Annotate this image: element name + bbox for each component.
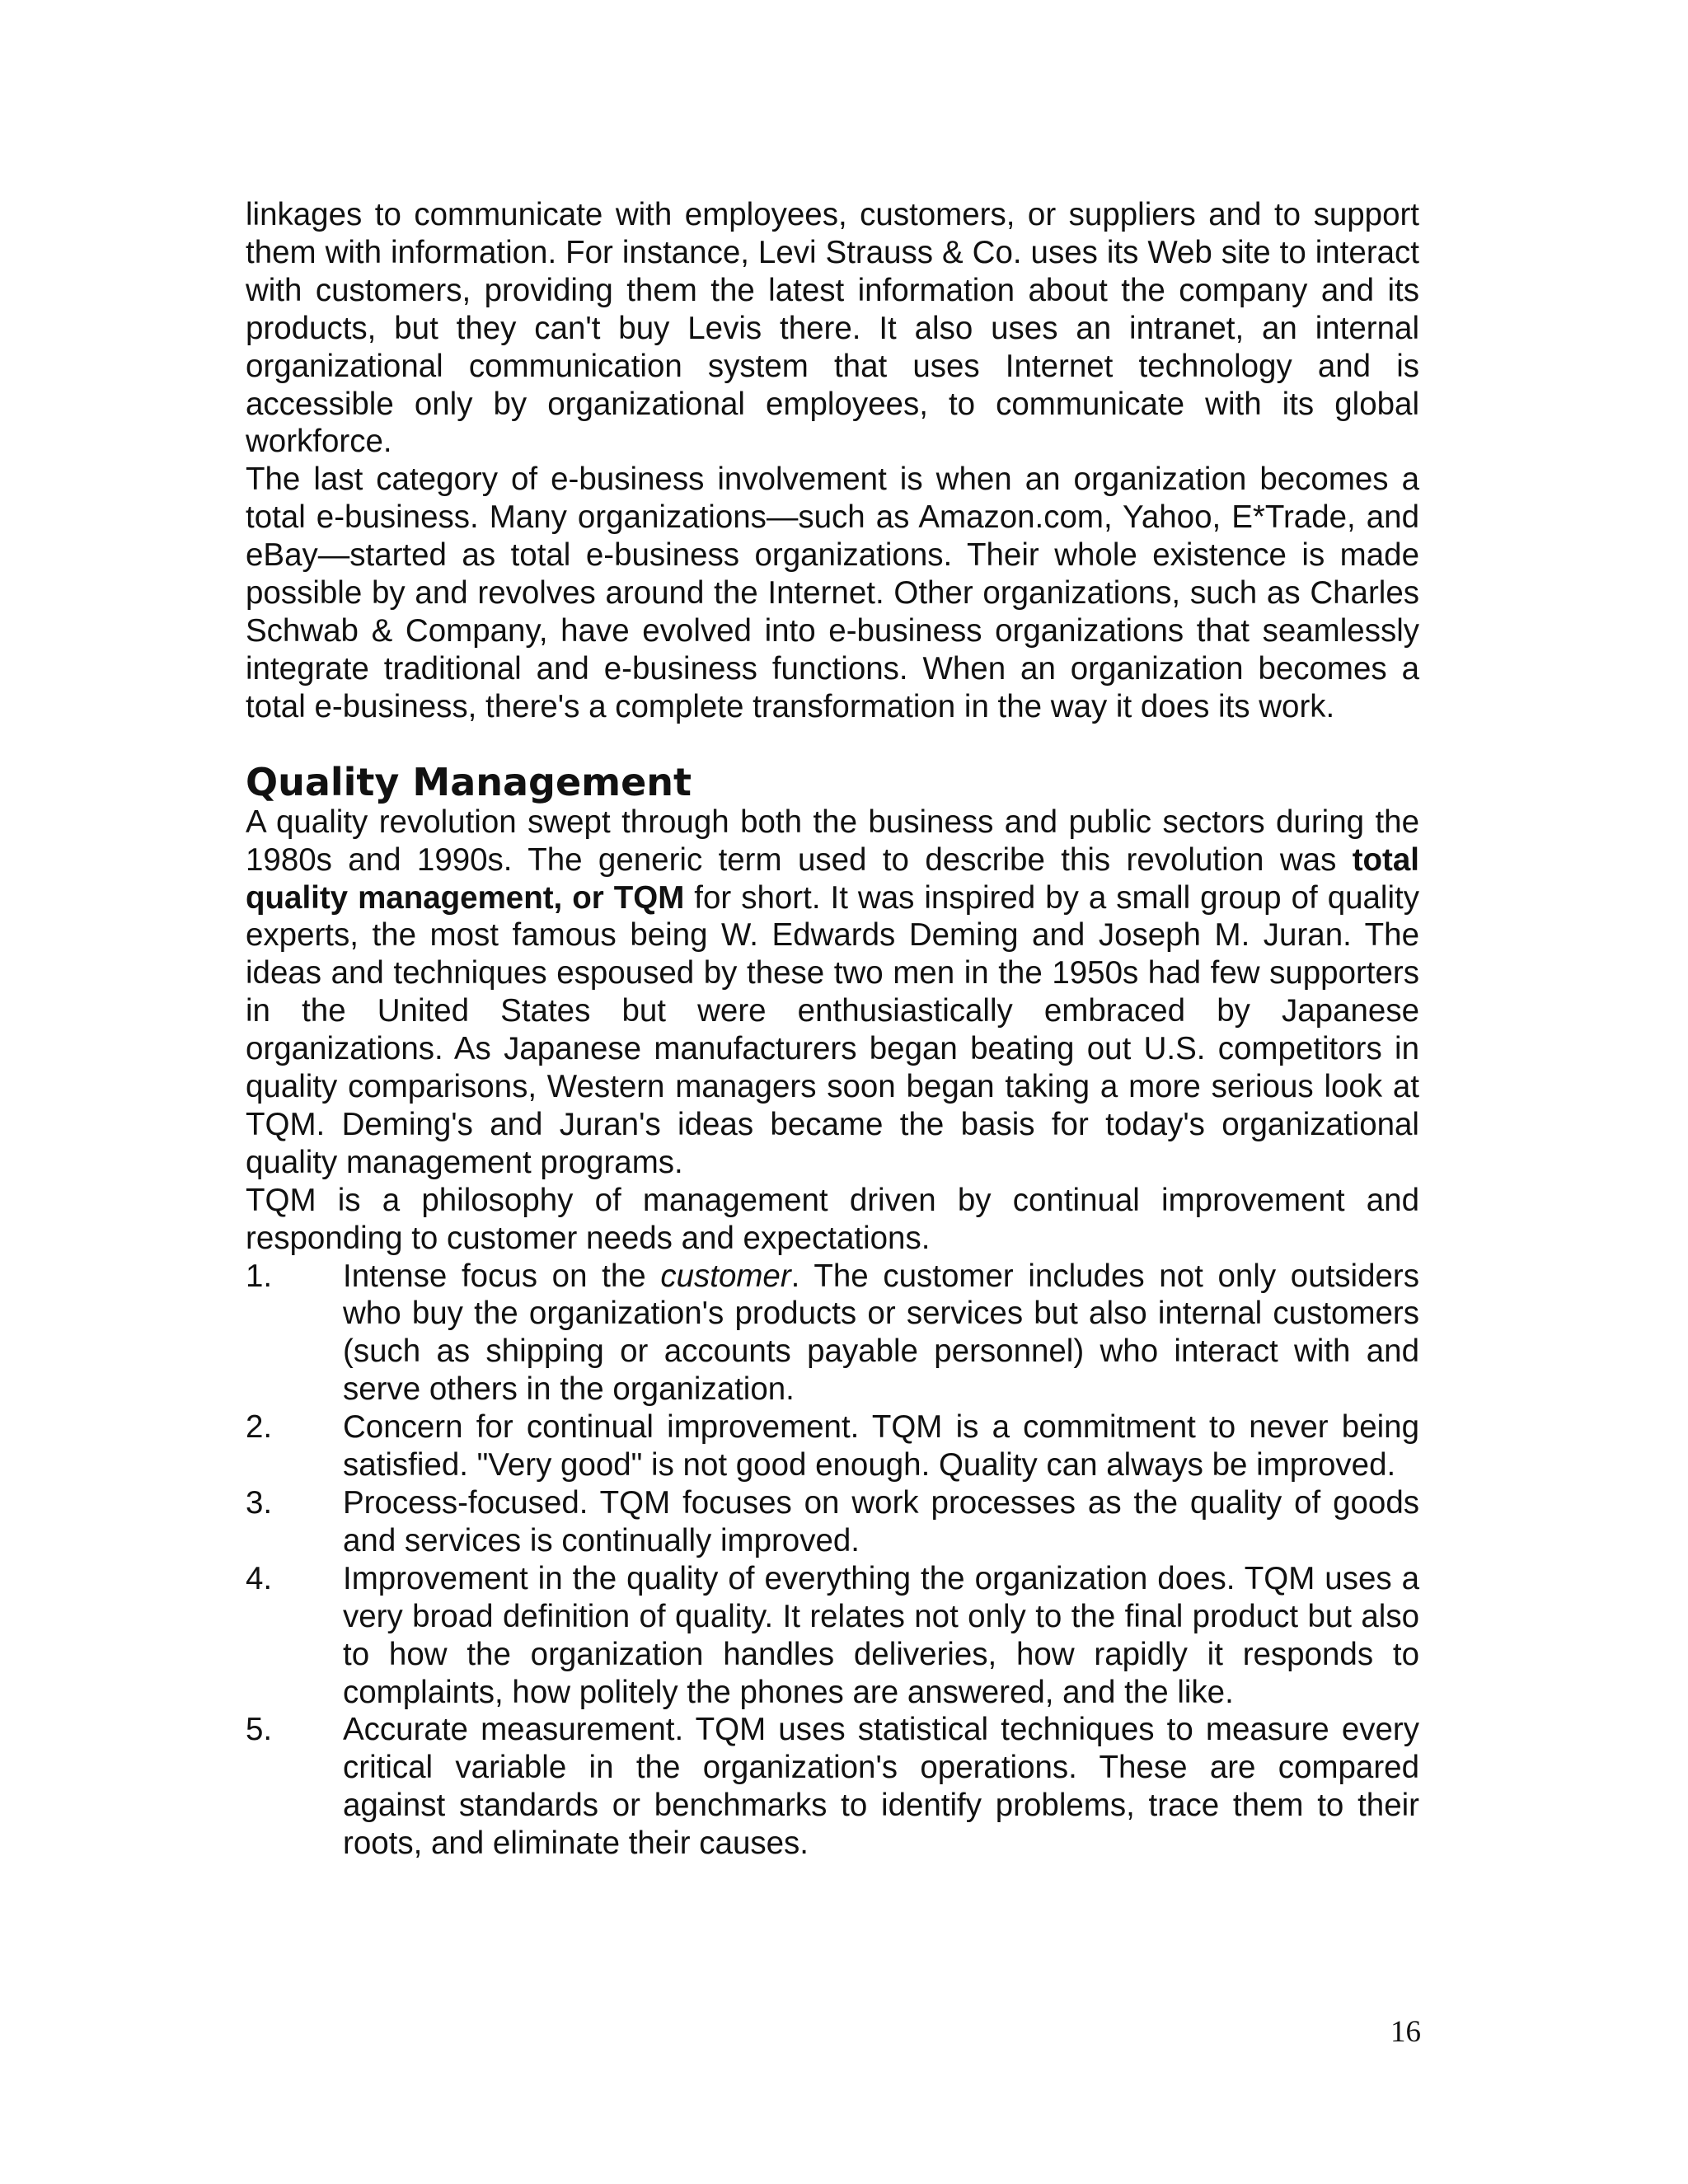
list-item-text: Improvement in the quality of everything the organization does. TQM uses a very broad definition of quality. It relates not only to the final product but also to how the organization handles deliveries, how rapidly it responds to complaints, how politely the phones are answered, and the like. <box>343 1560 1419 1710</box>
paragraph-tqm-definition: TQM is a philosophy of management driven by continual improvement and responding to customer needs and expectations. <box>246 1182 1419 1256</box>
list-item <box>246 1408 1419 1484</box>
paragraph-total-ebusiness: The last category of e-business involvement is when an organization becomes a total e-business. Many organizations—such as Amazon.com, Yahoo, E*Trade, and eBay—started as total e-business organizations. Their whole existence is made possible by and revolves around the Internet. Other organizations, such as Charles Schwab & Company, have evolved into e-business organizations that seamlessly integrate traditional and e-business functions. When an organization becomes a total e-business, there's a complete transformation in the way it does its work. <box>246 462 1419 724</box>
list-item-italic: customer <box>660 1258 791 1294</box>
quality-intro-part1: A quality revolution swept through both the business and public sectors during the 1980s and 1990s. The generic term used to describe this revolution was <box>246 804 1419 878</box>
list-item <box>246 1560 1419 1712</box>
tqm-term-bold: total quality management, or TQM <box>246 841 1419 916</box>
list-item-number: 1. <box>246 1258 273 1294</box>
section-heading-quality-management: Quality Management <box>246 759 692 804</box>
list-item <box>246 1711 1419 1863</box>
list-item <box>246 1258 1419 1409</box>
list-item-number: 5. <box>246 1712 273 1748</box>
tqm-characteristics-list <box>246 1258 1419 1863</box>
list-item-text: Process-focused. TQM focuses on work processes as the quality of goods and services is continually improved. <box>343 1485 1419 1558</box>
list-item-text: Accurate measurement. TQM uses statistical techniques to measure every critical variable in the organization's operations. These are compared against standards or benchmarks to identify problems, trace them to their roots, and eliminate their causes. <box>343 1712 1419 1862</box>
list-item-number: 4. <box>246 1560 273 1596</box>
list-item-text-before: Intense focus on the <box>343 1258 661 1294</box>
list-item <box>246 1484 1419 1560</box>
page-number: 16 <box>1390 2015 1421 2049</box>
list-item-number: 3. <box>246 1485 273 1521</box>
quality-intro-part2: for short. It was inspired by a small group of quality experts, the most famous being W. Edwards Deming and Joseph M. Juran. The ideas and techniques espoused by these two men in the 1950s had few supporters in the United States but were enthusiastically embraced by Japanese organizations. As Japanese manufacturers began beating out U.S. competitors in quality comparisons, Western managers soon began taking a more serious look at TQM. Deming's and Juran's ideas became the basis for today's organizational quality management programs. <box>246 879 1419 1180</box>
paragraph-quality-revolution <box>246 804 1419 1182</box>
list-item-text-after: . The customer includes not only outsiders who buy the organization's products or services but also internal customers (such as shipping or accounts payable personnel) who interact with and serve others in the organization. <box>343 1258 1419 1408</box>
paragraph-ebusiness-linkages: linkages to communicate with employees, customers, or suppliers and to support them with information. For instance, Levi Strauss & Co. uses its Web site to interact with customers, providing them the latest information about the company and its products, but they can't buy Levis there. It also uses an intranet, an internal organizational communication system that uses Internet technology and is accessible only by organizational employees, to communicate with its global workforce. <box>246 197 1419 460</box>
list-item-number: 2. <box>246 1409 273 1446</box>
list-item-text: Concern for continual improvement. TQM is a commitment to never being satisfied. "Very good" is not good enough. Quality can always be improved. <box>343 1409 1419 1483</box>
document-page <box>246 196 1419 1863</box>
